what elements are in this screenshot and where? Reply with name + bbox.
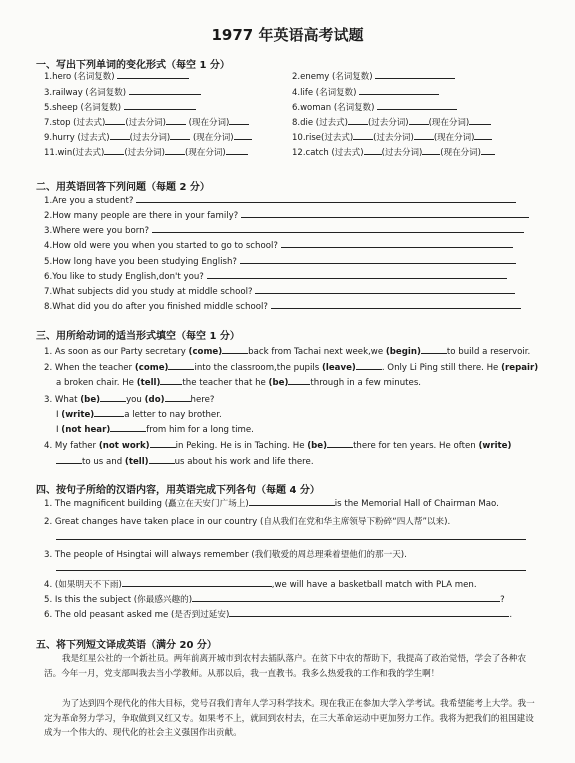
word-item: 5.sheep (名词复数) xyxy=(44,101,196,113)
word-item: 11.win(过去式) (过去分词) (现在分词) xyxy=(44,146,248,158)
translation-item: 4. (如果明天不下雨) ,we will have a basketball match with PLA men. xyxy=(44,580,477,590)
fill-line: a broken chair. He (tell) the teacher that he (be) through in a few minutes. xyxy=(56,378,422,388)
translation-item: 3. The people of Hsingtai will always remember (我们敬爱的周总理乘着望他们的那一天). xyxy=(44,550,407,560)
word-item: 12.catch (过去式) (过去分词) (现在分词) xyxy=(292,146,495,158)
answer-line xyxy=(56,531,526,543)
fill-line: to us and (tell) us about his work and life there. xyxy=(56,455,314,467)
fill-line: 1. As soon as our Party secretary (come) back from Tachai next week,we (begin) to build a reservoir. xyxy=(44,347,531,357)
section-4-heading: 四、按句子所给的汉语内容，用英语完成下列各句（每题 4 分） xyxy=(36,485,320,496)
fill-line: 2. When the teacher (come) into the classroom,the pupils (leave) . Only Li Ping still there. He (repair) xyxy=(44,363,539,373)
word-item: 3.railway (名词复数) xyxy=(44,86,201,98)
fill-line: 4. My father (not work) in Peking. He is in Taching. He (be) there for ten years. He often (write) xyxy=(44,441,512,451)
passage-paragraph-2: 为了达到四个现代化的伟大目标，党号召我们青年人学习科学技术。现在我正在参加大学入学考试。我希望能考上大学。我一定为革命努力学习，争取做到又红又专。如果考不上，就回到农村去，在三大革命运动中更加努力工作。我将为把我们的祖国建设成为一个伟大的、现代化的社会主义强国作出贡献。 xyxy=(44,699,535,739)
fill-line: 3. What (be) you (do) here? xyxy=(44,395,215,405)
question: 4.How old were you when you started to go to school? xyxy=(44,239,513,251)
fill-line: I (write) a letter to nay brother. xyxy=(56,410,222,420)
page-title: 1977 年英语高考试题 xyxy=(211,26,364,44)
question: 2.How many people are there in your family? xyxy=(44,209,529,221)
fill-line: I (not hear) from him for a long time. xyxy=(56,425,254,435)
question: 7.What subjects did you study at middle school? xyxy=(44,285,515,297)
word-item: 8.die (过去式) (过去分词) (现在分词) xyxy=(292,116,491,128)
translation-item: 6. The old peasant asked me (是否到过延安) . xyxy=(44,610,513,620)
word-item: 7.stop (过去式) (过去分词) (现在分词) xyxy=(44,116,249,128)
translation-item: 1. The magnificent building (矗立在天安门广场上) is the Memorial Hall of Chairman Mao. xyxy=(44,499,499,509)
word-item: 9.hurry (过去式) (过去分词) (现在分词) xyxy=(44,131,252,143)
question: 1.Are you a student? xyxy=(44,194,516,206)
word-item: 4.life (名词复数) xyxy=(292,86,439,98)
translation-item: 2. Great changes have taken place in our country (自从我们在党和华主席领导下粉碎“四人帮”以来). xyxy=(44,517,451,527)
section-1-heading: 一、写出下列单词的变化形式（每空 1 分） xyxy=(36,60,230,71)
word-item: 2.enemy (名词复数) xyxy=(292,70,455,82)
word-item: 10.rise(过去式) (过去分词) (现在分词) xyxy=(292,131,492,143)
answer-line xyxy=(56,562,526,574)
question: 6.You like to study English,don't you? xyxy=(44,270,507,282)
section-5-heading: 五、将下列短文译成英语（满分 20 分） xyxy=(36,640,217,651)
question: 8.What did you do after you finished middle school? xyxy=(44,300,521,312)
word-item: 6.woman (名词复数) xyxy=(292,101,457,113)
section-3-heading: 三、用所给动词的适当形式填空（每空 1 分） xyxy=(36,331,240,342)
translation-item: 5. Is this the subject (你最感兴趣的) ? xyxy=(44,595,505,605)
section-2-heading: 二、用英语回答下列问题（每题 2 分） xyxy=(36,182,210,193)
question: 3.Where were you born? xyxy=(44,224,524,236)
passage-paragraph-1: 我是红星公社的一个新社员。两年前离开城市到农村去插队落户。在贫下中农的帮助下，我提高了政治觉悟，学会了各种农活。今年一月，党支部叫我去当小学教师。从那以后，我一直教书。我多么热爱我的工作和我的学生啊！ xyxy=(44,654,527,679)
word-item: 1.hero (名词复数) xyxy=(44,70,189,82)
question: 5.How long have you been studying English? xyxy=(44,255,516,267)
